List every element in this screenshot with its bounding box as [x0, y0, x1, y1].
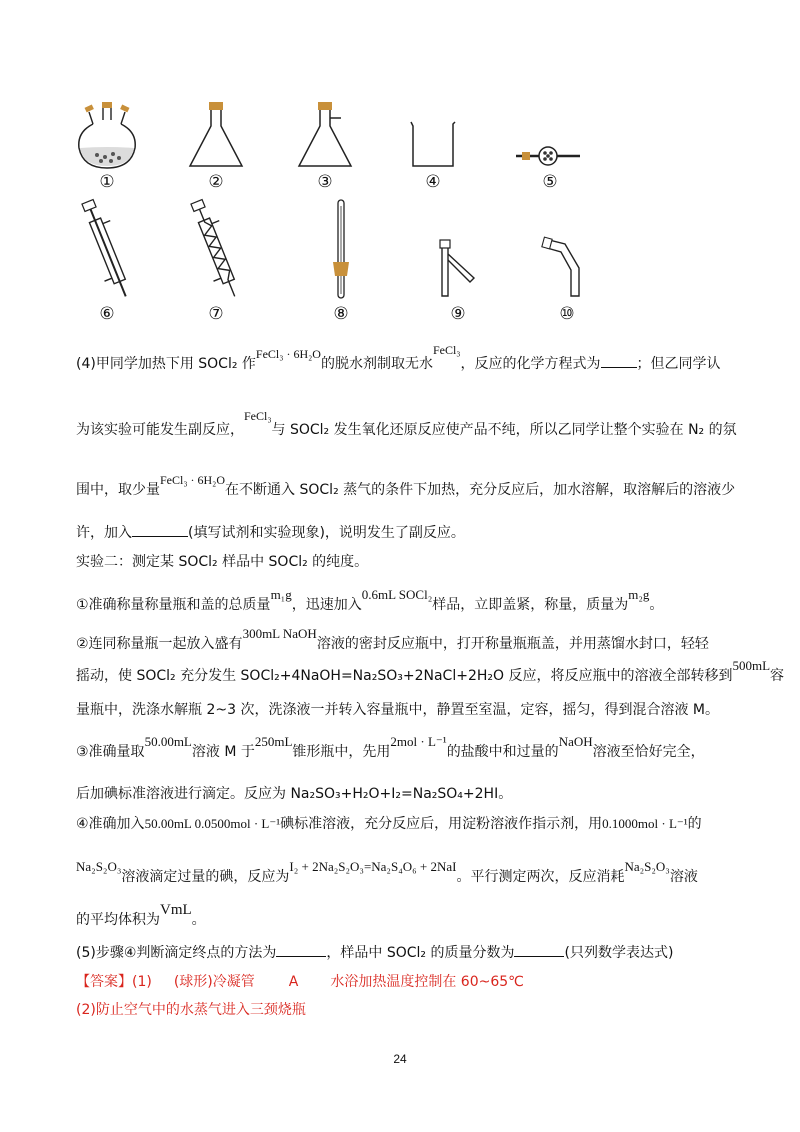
straight-condenser-icon [67, 196, 147, 304]
label-9: ⑨ [450, 304, 466, 324]
beaker-icon [393, 96, 473, 172]
label-10: ⑩ [559, 304, 575, 324]
coil-condenser [176, 196, 256, 324]
label-3: ③ [317, 172, 333, 192]
q4-line-1: (4)甲同学加热下用 SOCl₂ 作FeCl₃ · 6H₂O的脱水剂制取无水FeCl₃，反应的化学方程式为 ；但乙同学认 [76, 343, 721, 372]
formula-fecl3: FeCl₃ [432, 343, 461, 357]
side-arm-flask [285, 96, 365, 192]
exp2-step-4b: Na₂S₂O₃溶液滴定过量的碘，反应为I₂ + 2Na₂S₂O₃=Na₂S₄O₆ + 2NaI。平行测定两次，反应消耗Na₂S₂O₃溶液 [76, 859, 698, 885]
answer-line-2: (2)防止空气中的水蒸气进入三颈烧瓶 [76, 1002, 306, 1018]
page-number: 24 [393, 1052, 407, 1066]
answer-blank [601, 367, 637, 368]
distillation-head [418, 196, 498, 324]
q5-line: (5)步骤④判断滴定终点的方法为 ，样品中 SOCl₂ 的质量分数为 (只列数学表达式) [76, 945, 674, 961]
answer-blank [514, 956, 564, 957]
adapter-tube [527, 196, 607, 324]
side-arm-flask-icon [285, 96, 365, 172]
drying-tube [510, 96, 590, 192]
exp2-step-1: ①准确称量称量瓶和盖的总质量m₁g，迅速加入0.6mL SOCl₂样品，立即盖紧，称量，质量为m₂g。 [76, 587, 664, 613]
thermometer [301, 196, 381, 324]
distillation-head-icon [418, 196, 498, 304]
exp2-step-3a: ③准确量取50.00mL溶液 M 于250mL锥形瓶中，先用2mol · L⁻¹的盐酸中和过量的NaOH溶液至恰好完全， [76, 734, 705, 760]
q4-line-2: 为该实验可能发生副反应，FeCl₃与 SOCl₂ 发生氧化还原反应使产品不纯，所以乙同学让整个实验在 N₂ 的氛 [76, 409, 737, 438]
exp2-step-4a: ④准确加入50.00mL 0.0500mol · L⁻¹碘标准溶液，充分反应后，用淀粉溶液作指示剂，用0.1000mol · L⁻¹的 [76, 816, 702, 832]
three-neck-flask-icon [67, 96, 147, 172]
q4-line-4: 许，加入 (填写试剂和实验现象)，说明发生了副反应。 [76, 525, 465, 541]
exp2-step-2b: 摇动，使 SOCl₂ 充分发生 SOCl₂+4NaOH=Na₂SO₃+2NaCl+2H₂O 反应，将反应瓶中的溶液全部转移到500mL容 [76, 658, 785, 684]
three-neck-flask [67, 96, 147, 192]
drying-tube-icon [510, 96, 590, 172]
thermometer-icon [301, 196, 381, 304]
coil-condenser-icon [176, 196, 256, 304]
label-1: ① [99, 172, 115, 192]
straight-condenser [67, 196, 147, 324]
label-6: ⑥ [99, 304, 115, 324]
label-2: ② [208, 172, 224, 192]
formula-fecl3: FeCl₃ [244, 409, 272, 423]
q4-line-3: 围中，取少量FeCl₃ · 6H₂O在不断通入 SOCl₂ 蒸气的条件下加热，充分反应后，加水溶解，取溶解后的溶液少 [76, 473, 736, 498]
formula-fecl3-hydrate: FeCl₃ · 6H₂O [160, 473, 226, 487]
conical-flask-icon [176, 96, 256, 172]
answer-blank [132, 536, 188, 537]
exp2-step-2a: ②连同称量瓶一起放入盛有300mL NaOH溶液的密封反应瓶中，打开称量瓶瓶盖，并用蒸馏水封口，轻轻 [76, 626, 709, 652]
answer-label: 【答案】(1) [76, 974, 152, 990]
formula-fecl3-hydrate: FeCl₃ · 6H₂O [255, 347, 321, 361]
apparatus-row-2 [0, 196, 800, 324]
label-5: ⑤ [542, 172, 558, 192]
label-8: ⑧ [333, 304, 349, 324]
exp2-step-3b: 后加碘标准溶液进行滴定。反应为 Na₂SO₃+H₂O+I₂=Na₂SO₄+2HI。 [76, 786, 513, 802]
exp2-step-2c: 量瓶中，洗涤水解瓶 2~3 次，洗涤液一并转入容量瓶中，静置至室温，定容，摇匀，得到混合溶液 M。 [76, 702, 719, 718]
answer-line-1: 【答案】(1) (球形)冷凝管 A 水浴加热温度控制在 60~65℃ [76, 974, 524, 990]
exp2-step-4c: 的平均体积为VmL。 [76, 902, 206, 928]
answer-blank [276, 956, 326, 957]
exp2-title: 实验二：测定某 SOCl₂ 样品中 SOCl₂ 的纯度。 [76, 554, 369, 570]
apparatus-row-1 [0, 96, 800, 206]
beaker [393, 96, 473, 192]
label-4: ④ [425, 172, 441, 192]
label-7: ⑦ [208, 304, 224, 324]
adapter-tube-icon [527, 196, 607, 304]
conical-flask [176, 96, 256, 192]
